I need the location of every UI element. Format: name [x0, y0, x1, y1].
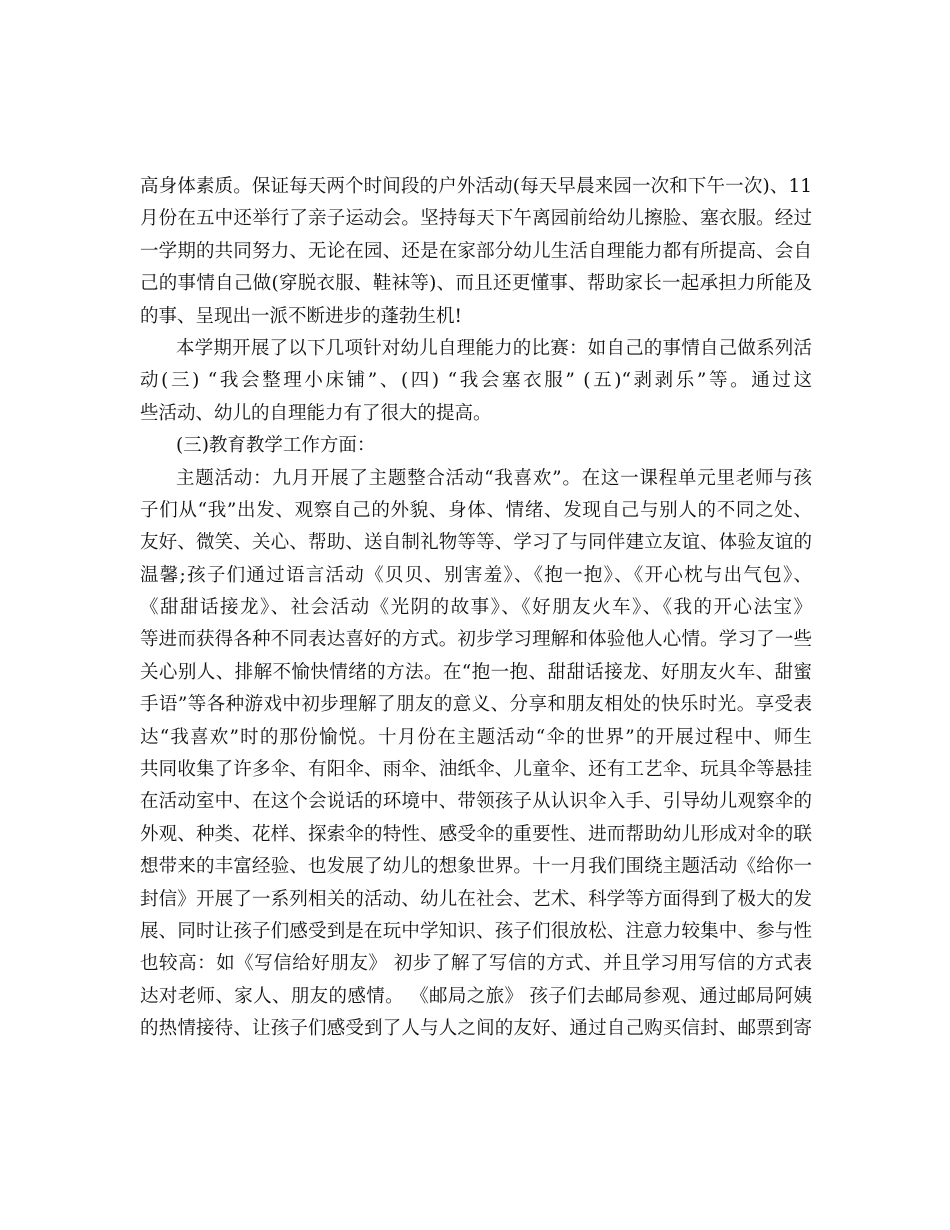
document-line: (三)教育教学工作方面：: [176, 435, 376, 457]
document-line: 外观、种类、花样、探索伞的特性、感受伞的重要性、进而帮助幼儿形成对伞的联: [140, 823, 812, 845]
document-line: 共同收集了许多伞、有阳伞、雨伞、油纸伞、儿童伞、还有工艺伞、玩具伞等悬挂: [140, 759, 812, 781]
document-line: 动(三) “我会整理小床铺”、(四) “我会塞衣服” (五)“剥剥乐”等。通过这: [140, 370, 812, 392]
document-line: 关心别人、排解不愉快情绪的方法。在“抱一抱、甜甜话接龙、好朋友火车、甜蜜: [140, 661, 812, 683]
document-line: 的事、呈现出一派不断进步的蓬勃生机!: [140, 305, 462, 327]
document-line: 些活动、幼儿的自理能力有了很大的提高。: [140, 402, 492, 424]
document-line: 达对老师、家人、朋友的感情。 《邮局之旅》 孩子们去邮局参观、通过邮局阿姨: [140, 985, 812, 1007]
document-line: 主题活动：九月开展了主题整合活动“我喜欢”。在这一课程单元里老师与孩: [176, 467, 812, 489]
document-line: 达“我喜欢”时的那份愉悦。十月份在主题活动“伞的世界”的开展过程中、师生: [140, 726, 812, 748]
document-line: 本学期开展了以下几项针对幼儿自理能力的比赛：如自己的事情自己做系列活: [176, 337, 812, 359]
document-line: 也较高：如《写信给好朋友》 初步了解了写信的方式、并且学习用写信的方式表: [140, 953, 812, 975]
document-page: [140, 0, 812, 1230]
document-line: 一学期的共同努力、无论在园、还是在家部分幼儿生活自理能力都有所提高、会自: [140, 240, 812, 262]
document-line: 手语”等各种游戏中初步理解了朋友的意义、分享和朋友相处的快乐时光。享受表: [140, 694, 812, 716]
document-line: 月份在五中还举行了亲子运动会。坚持每天下午离园前给幼儿擦脸、塞衣服。经过: [140, 208, 812, 230]
document-line: 想带来的丰富经验、也发展了幼儿的想象世界。十一月我们围绕主题活动《给你一: [140, 856, 812, 878]
document-line: 等进而获得各种不同表达喜好的方式。初步学习理解和体验他人心情。学习了一些: [140, 629, 812, 651]
document-line: 己的事情自己做(穿脱衣服、鞋袜等)、而且还更懂事、帮助家长一起承担力所能及: [140, 273, 812, 295]
document-line: 展、同时让孩子们感受到是在玩中学知识、孩子们很放松、注意力较集中、参与性: [140, 920, 812, 942]
document-line: 《甜甜话接龙》、社会活动《光阴的故事》、《好朋友火车》、《我的开心法宝》: [140, 597, 812, 619]
document-line: 友好、微笑、关心、帮助、送自制礼物等等、学习了与同伴建立友谊、体验友谊的: [140, 532, 812, 554]
document-line: 温馨;孩子们通过语言活动《贝贝、别害羞》、《抱一抱》、《开心枕与出气包》、: [140, 564, 812, 586]
document-line: 高身体素质。保证每天两个时间段的户外活动(每天早晨来园一次和下午一次)、11: [140, 176, 812, 197]
document-line: 子们从“我”出发、观察自己的外貌、身体、情绪、发现自己与别人的不同之处、: [140, 499, 812, 521]
document-body: [140, 0, 812, 1046]
document-line: 的热情接待、让孩子们感受到了人与人之间的友好、通过自己购买信封、邮票到寄: [140, 1018, 812, 1040]
document-line: 封信》开展了一系列相关的活动、幼儿在社会、艺术、科学等方面得到了极大的发: [140, 888, 812, 910]
document-line: 在活动室中、在这个会说话的环境中、带领孩子从认识伞入手、引导幼儿观察伞的: [140, 791, 812, 813]
